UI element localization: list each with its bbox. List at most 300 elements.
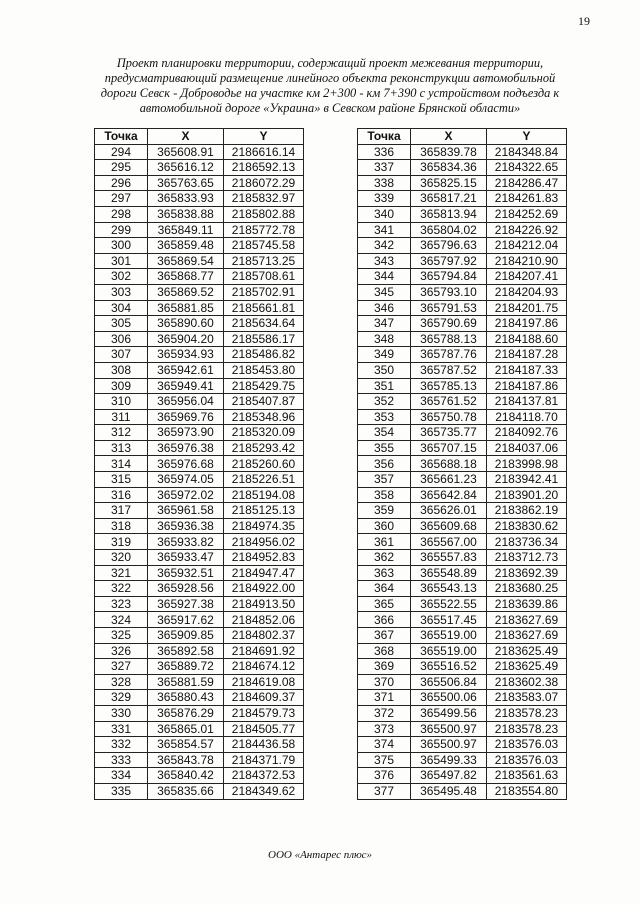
- cell-y: 2183576.03: [487, 737, 567, 753]
- cell-x: 365661.23: [411, 472, 487, 488]
- cell-x: 365499.56: [411, 705, 487, 721]
- table-row: [95, 550, 304, 566]
- cell-x: 365840.42: [148, 768, 224, 784]
- cell-y: 2184691.92: [224, 643, 304, 659]
- cell-x: 365890.60: [148, 316, 224, 332]
- cell-point: 336: [358, 144, 411, 160]
- cell-point: 357: [358, 472, 411, 488]
- cell-x: 365932.51: [148, 565, 224, 581]
- cell-point: 300: [95, 238, 148, 254]
- cell-x: 365834.36: [411, 160, 487, 176]
- cell-point: 304: [95, 300, 148, 316]
- table-row: [358, 628, 567, 644]
- table-row: [358, 503, 567, 519]
- cell-y: 2183625.49: [487, 659, 567, 675]
- cell-y: 2184187.28: [487, 347, 567, 363]
- cell-y: 2184436.58: [224, 737, 304, 753]
- cell-x: 365707.15: [411, 440, 487, 456]
- cell-y: 2183862.19: [487, 503, 567, 519]
- cell-x: 365869.54: [148, 253, 224, 269]
- table-row: [95, 253, 304, 269]
- cell-x: 365543.13: [411, 581, 487, 597]
- table-row: [358, 612, 567, 628]
- cell-point: 326: [95, 643, 148, 659]
- cell-point: 308: [95, 362, 148, 378]
- cell-y: 2183712.73: [487, 550, 567, 566]
- cell-point: 313: [95, 440, 148, 456]
- cell-point: 294: [95, 144, 148, 160]
- table-row: [358, 331, 567, 347]
- cell-y: 2185486.82: [224, 347, 304, 363]
- table-row: [95, 284, 304, 300]
- cell-x: 365500.97: [411, 721, 487, 737]
- table-row: [95, 659, 304, 675]
- table-row: [95, 534, 304, 550]
- cell-point: 303: [95, 284, 148, 300]
- cell-y: 2183554.80: [487, 783, 567, 799]
- page-number: 19: [578, 14, 590, 28]
- title-line: автомобильной дороге «Украина» в Севском районе Брянской области»: [139, 101, 521, 115]
- cell-y: 2184974.35: [224, 518, 304, 534]
- table-row: [95, 596, 304, 612]
- table-header-row: [95, 129, 304, 145]
- table-row: [95, 347, 304, 363]
- table-row: [358, 175, 567, 191]
- table-row: [95, 425, 304, 441]
- table-row: [95, 721, 304, 737]
- table-row: [95, 768, 304, 784]
- cell-y: 2183680.25: [487, 581, 567, 597]
- cell-point: 318: [95, 518, 148, 534]
- cell-x: 365973.90: [148, 425, 224, 441]
- cell-x: 365917.62: [148, 612, 224, 628]
- table-row: [358, 238, 567, 254]
- cell-point: 349: [358, 347, 411, 363]
- cell-point: 322: [95, 581, 148, 597]
- cell-x: 365928.56: [148, 581, 224, 597]
- cell-y: 2184037.06: [487, 440, 567, 456]
- cell-x: 365794.84: [411, 269, 487, 285]
- cell-y: 2184137.81: [487, 394, 567, 410]
- cell-x: 365506.84: [411, 674, 487, 690]
- footer-company: ООО «Антарес плюс»: [268, 849, 372, 861]
- coordinates-table-right-body: [358, 144, 567, 799]
- cell-point: 321: [95, 565, 148, 581]
- cell-y: 2186616.14: [224, 144, 304, 160]
- table-row: [95, 612, 304, 628]
- table-row: [95, 456, 304, 472]
- cell-y: 2185661.81: [224, 300, 304, 316]
- column-header-x: X: [148, 129, 224, 145]
- table-row: [95, 394, 304, 410]
- cell-y: 2184913.50: [224, 596, 304, 612]
- table-row: [95, 378, 304, 394]
- table-row: [358, 768, 567, 784]
- cell-x: 365557.83: [411, 550, 487, 566]
- cell-y: 2185348.96: [224, 409, 304, 425]
- cell-point: 359: [358, 503, 411, 519]
- table-row: [358, 659, 567, 675]
- cell-y: 2184609.37: [224, 690, 304, 706]
- cell-x: 365516.52: [411, 659, 487, 675]
- cell-y: 2185702.91: [224, 284, 304, 300]
- table-row: [358, 737, 567, 753]
- cell-x: 365797.92: [411, 253, 487, 269]
- table-row: [358, 705, 567, 721]
- cell-y: 2184197.86: [487, 316, 567, 332]
- cell-point: 371: [358, 690, 411, 706]
- table-row: [95, 503, 304, 519]
- cell-x: 365522.55: [411, 596, 487, 612]
- cell-x: 365788.13: [411, 331, 487, 347]
- table-row: [95, 160, 304, 176]
- cell-x: 365495.48: [411, 783, 487, 799]
- cell-y: 2185832.97: [224, 191, 304, 207]
- table-row: [358, 409, 567, 425]
- cell-x: 365934.93: [148, 347, 224, 363]
- table-row: [95, 238, 304, 254]
- cell-x: 365517.45: [411, 612, 487, 628]
- cell-point: 328: [95, 674, 148, 690]
- cell-x: 365825.15: [411, 175, 487, 191]
- cell-x: 365548.89: [411, 565, 487, 581]
- table-row: [95, 518, 304, 534]
- cell-x: 365949.41: [148, 378, 224, 394]
- cell-point: 319: [95, 534, 148, 550]
- cell-point: 329: [95, 690, 148, 706]
- table-row: [95, 316, 304, 332]
- cell-point: 339: [358, 191, 411, 207]
- table-row: [95, 643, 304, 659]
- cell-y: 2183627.69: [487, 612, 567, 628]
- table-row: [358, 222, 567, 238]
- cell-x: 365787.52: [411, 362, 487, 378]
- cell-point: 316: [95, 487, 148, 503]
- table-row: [95, 206, 304, 222]
- cell-point: 366: [358, 612, 411, 628]
- cell-x: 365972.02: [148, 487, 224, 503]
- table-row: [95, 628, 304, 644]
- cell-x: 365880.43: [148, 690, 224, 706]
- cell-x: 365869.52: [148, 284, 224, 300]
- cell-point: 367: [358, 628, 411, 644]
- cell-point: 360: [358, 518, 411, 534]
- cell-point: 335: [95, 783, 148, 799]
- cell-x: 365642.84: [411, 487, 487, 503]
- cell-y: 2183942.41: [487, 472, 567, 488]
- cell-x: 365833.93: [148, 191, 224, 207]
- table-row: [358, 206, 567, 222]
- title-line: Проект планировки территории, содержащий проект межевания территории,: [116, 56, 544, 70]
- cell-point: 315: [95, 472, 148, 488]
- cell-y: 2185745.58: [224, 238, 304, 254]
- table-row: [95, 690, 304, 706]
- table-row: [95, 487, 304, 503]
- column-header-x: X: [411, 129, 487, 145]
- cell-y: 2184947.47: [224, 565, 304, 581]
- cell-point: 355: [358, 440, 411, 456]
- document-title: [80, 56, 580, 116]
- cell-x: 365927.38: [148, 596, 224, 612]
- table-row: [95, 362, 304, 378]
- cell-y: 2184348.84: [487, 144, 567, 160]
- table-row: [358, 721, 567, 737]
- cell-x: 365876.29: [148, 705, 224, 721]
- cell-point: 323: [95, 596, 148, 612]
- cell-x: 365626.01: [411, 503, 487, 519]
- cell-x: 365735.77: [411, 425, 487, 441]
- cell-point: 324: [95, 612, 148, 628]
- cell-y: 2184371.79: [224, 752, 304, 768]
- cell-y: 2185453.80: [224, 362, 304, 378]
- table-row: [95, 222, 304, 238]
- table-row: [358, 144, 567, 160]
- table-row: [95, 300, 304, 316]
- cell-x: 365865.01: [148, 721, 224, 737]
- table-row: [358, 269, 567, 285]
- cell-x: 365793.10: [411, 284, 487, 300]
- cell-point: 358: [358, 487, 411, 503]
- cell-point: 369: [358, 659, 411, 675]
- table-row: [358, 362, 567, 378]
- table-row: [95, 752, 304, 768]
- cell-point: 298: [95, 206, 148, 222]
- cell-point: 314: [95, 456, 148, 472]
- table-row: [358, 316, 567, 332]
- cell-point: 352: [358, 394, 411, 410]
- table-row: [95, 674, 304, 690]
- cell-y: 2184922.00: [224, 581, 304, 597]
- cell-y: 2184286.47: [487, 175, 567, 191]
- cell-x: 365785.13: [411, 378, 487, 394]
- cell-y: 2183578.23: [487, 721, 567, 737]
- cell-point: 317: [95, 503, 148, 519]
- cell-x: 365881.85: [148, 300, 224, 316]
- cell-y: 2183901.20: [487, 487, 567, 503]
- column-header-y: Y: [487, 129, 567, 145]
- table-row: [95, 175, 304, 191]
- cell-point: 356: [358, 456, 411, 472]
- column-header-point: Точка: [95, 129, 148, 145]
- cell-point: 309: [95, 378, 148, 394]
- cell-y: 2184118.70: [487, 409, 567, 425]
- table-row: [95, 565, 304, 581]
- cell-y: 2184201.75: [487, 300, 567, 316]
- cell-x: 365519.00: [411, 643, 487, 659]
- cell-point: 330: [95, 705, 148, 721]
- cell-point: 368: [358, 643, 411, 659]
- cell-point: 373: [358, 721, 411, 737]
- cell-x: 365961.58: [148, 503, 224, 519]
- cell-y: 2184226.92: [487, 222, 567, 238]
- cell-point: 342: [358, 238, 411, 254]
- cell-point: 306: [95, 331, 148, 347]
- cell-y: 2186592.13: [224, 160, 304, 176]
- table-row: [358, 581, 567, 597]
- cell-point: 338: [358, 175, 411, 191]
- cell-point: 297: [95, 191, 148, 207]
- table-row: [358, 394, 567, 410]
- cell-y: 2184204.93: [487, 284, 567, 300]
- cell-x: 365881.59: [148, 674, 224, 690]
- cell-y: 2185125.13: [224, 503, 304, 519]
- cell-x: 365567.00: [411, 534, 487, 550]
- cell-x: 365497.82: [411, 768, 487, 784]
- cell-point: 337: [358, 160, 411, 176]
- cell-point: 344: [358, 269, 411, 285]
- cell-point: 332: [95, 737, 148, 753]
- cell-x: 365761.52: [411, 394, 487, 410]
- cell-y: 2184187.33: [487, 362, 567, 378]
- cell-point: 299: [95, 222, 148, 238]
- cell-y: 2184505.77: [224, 721, 304, 737]
- cell-x: 365500.97: [411, 737, 487, 753]
- cell-y: 2184207.41: [487, 269, 567, 285]
- cell-point: 341: [358, 222, 411, 238]
- cell-x: 365868.77: [148, 269, 224, 285]
- cell-y: 2184322.65: [487, 160, 567, 176]
- table-row: [95, 191, 304, 207]
- cell-y: 2183830.62: [487, 518, 567, 534]
- cell-y: 2185586.17: [224, 331, 304, 347]
- cell-x: 365859.48: [148, 238, 224, 254]
- cell-x: 365519.00: [411, 628, 487, 644]
- cell-y: 2184261.83: [487, 191, 567, 207]
- cell-x: 365956.04: [148, 394, 224, 410]
- table-row: [95, 783, 304, 799]
- cell-point: 348: [358, 331, 411, 347]
- table-row: [95, 144, 304, 160]
- table-row: [358, 378, 567, 394]
- cell-y: 2185226.51: [224, 472, 304, 488]
- table-row: [358, 550, 567, 566]
- cell-x: 365976.38: [148, 440, 224, 456]
- cell-x: 365499.33: [411, 752, 487, 768]
- cell-y: 2185194.08: [224, 487, 304, 503]
- cell-point: 343: [358, 253, 411, 269]
- cell-y: 2184956.02: [224, 534, 304, 550]
- cell-point: 310: [95, 394, 148, 410]
- cell-point: 345: [358, 284, 411, 300]
- cell-x: 365609.68: [411, 518, 487, 534]
- cell-x: 365688.18: [411, 456, 487, 472]
- cell-point: 301: [95, 253, 148, 269]
- coordinates-table-left: [94, 128, 304, 800]
- table-row: [358, 565, 567, 581]
- cell-y: 2185802.88: [224, 206, 304, 222]
- cell-x: 365942.61: [148, 362, 224, 378]
- cell-y: 2185634.64: [224, 316, 304, 332]
- cell-y: 2184372.53: [224, 768, 304, 784]
- cell-y: 2183998.98: [487, 456, 567, 472]
- cell-point: 305: [95, 316, 148, 332]
- table-row: [358, 440, 567, 456]
- cell-x: 365839.78: [411, 144, 487, 160]
- cell-point: 376: [358, 768, 411, 784]
- table-row: [95, 331, 304, 347]
- cell-x: 365817.21: [411, 191, 487, 207]
- table-row: [358, 300, 567, 316]
- cell-point: 362: [358, 550, 411, 566]
- table-row: [358, 347, 567, 363]
- cell-y: 2184349.62: [224, 783, 304, 799]
- cell-point: 365: [358, 596, 411, 612]
- cell-x: 365843.78: [148, 752, 224, 768]
- table-row: [95, 737, 304, 753]
- cell-point: 350: [358, 362, 411, 378]
- title-line: предусматривающий размещение линейного объекта реконструкции автомобильной: [104, 71, 556, 85]
- cell-y: 2185429.75: [224, 378, 304, 394]
- cell-y: 2184187.86: [487, 378, 567, 394]
- table-row: [358, 752, 567, 768]
- cell-x: 365933.47: [148, 550, 224, 566]
- cell-y: 2183692.39: [487, 565, 567, 581]
- cell-x: 365974.05: [148, 472, 224, 488]
- table-row: [95, 409, 304, 425]
- cell-point: 312: [95, 425, 148, 441]
- cell-point: 320: [95, 550, 148, 566]
- table-row: [358, 456, 567, 472]
- cell-y: 2184619.08: [224, 674, 304, 690]
- cell-point: 377: [358, 783, 411, 799]
- cell-y: 2183602.38: [487, 674, 567, 690]
- cell-x: 365500.06: [411, 690, 487, 706]
- table-header-row: [358, 129, 567, 145]
- table-row: [358, 160, 567, 176]
- cell-y: 2184802.37: [224, 628, 304, 644]
- cell-y: 2184852.06: [224, 612, 304, 628]
- cell-y: 2183576.03: [487, 752, 567, 768]
- cell-x: 365608.91: [148, 144, 224, 160]
- cell-y: 2184092.76: [487, 425, 567, 441]
- table-row: [358, 487, 567, 503]
- table-row: [95, 269, 304, 285]
- cell-y: 2185407.87: [224, 394, 304, 410]
- cell-point: 302: [95, 269, 148, 285]
- cell-x: 365790.69: [411, 316, 487, 332]
- cell-point: 351: [358, 378, 411, 394]
- table-row: [358, 534, 567, 550]
- cell-x: 365936.38: [148, 518, 224, 534]
- coordinates-table-right: [357, 128, 567, 800]
- cell-y: 2185260.60: [224, 456, 304, 472]
- cell-x: 365933.82: [148, 534, 224, 550]
- cell-x: 365969.76: [148, 409, 224, 425]
- table-row: [358, 425, 567, 441]
- cell-point: 370: [358, 674, 411, 690]
- table-row: [358, 690, 567, 706]
- cell-point: 372: [358, 705, 411, 721]
- cell-x: 365854.57: [148, 737, 224, 753]
- cell-point: 295: [95, 160, 148, 176]
- cell-y: 2185713.25: [224, 253, 304, 269]
- coordinates-table-left-body: [95, 144, 304, 799]
- table-row: [358, 253, 567, 269]
- cell-x: 365904.20: [148, 331, 224, 347]
- column-header-y: Y: [224, 129, 304, 145]
- cell-point: 354: [358, 425, 411, 441]
- cell-y: 2183639.86: [487, 596, 567, 612]
- cell-x: 365791.53: [411, 300, 487, 316]
- cell-y: 2183561.63: [487, 768, 567, 784]
- cell-y: 2183627.69: [487, 628, 567, 644]
- table-row: [95, 472, 304, 488]
- cell-y: 2183583.07: [487, 690, 567, 706]
- cell-y: 2183625.49: [487, 643, 567, 659]
- cell-x: 365750.78: [411, 409, 487, 425]
- title-line: дороги Севск - Доброводье на участке км 2+300 - км 7+390 с устройством подъезда к: [100, 86, 560, 100]
- cell-point: 331: [95, 721, 148, 737]
